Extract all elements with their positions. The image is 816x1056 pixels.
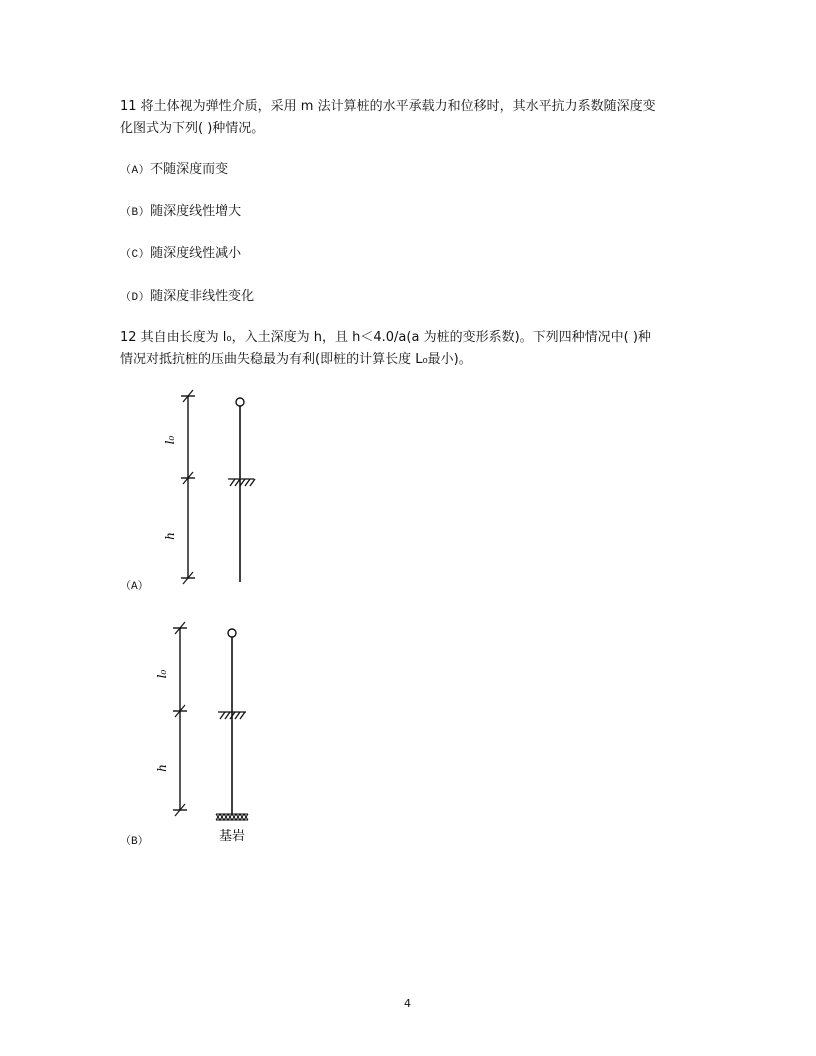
option-text: 随深度非线性变化 (150, 289, 255, 304)
q11-line-2: 化图式为下列( )种情况。 (120, 121, 265, 136)
dimension-label-l0: l₀ (163, 435, 177, 445)
figure-b-label: （B） (120, 836, 149, 848)
dimension-label-l0: l₀ (155, 669, 169, 679)
pile-head-hinge (236, 398, 244, 406)
bedrock-support-hatch (216, 814, 248, 820)
bedrock-label: 基岩 (218, 829, 246, 844)
q11-option-b (120, 201, 241, 224)
q12-line-2: 情况对抵抗桩的压曲失稳最为有利(即桩的计算长度 L₀最小)。 (120, 352, 472, 367)
ground-surface-hatch (228, 479, 255, 486)
q11-option-d (120, 286, 254, 309)
option-text: 随深度线性减小 (150, 246, 242, 261)
q11-line-1: 11 将土体视为弹性介质，采用 m 法计算桩的水平承载力和位移时，其水平抗力系数随深度变 (120, 99, 656, 114)
option-text: 不随深度而变 (150, 162, 229, 177)
q12-line-1: 12 其自由长度为 l₀，入土深度为 h，且 h＜4.0/a(a 为桩的变形系数)。下列四种情况中( )种 (120, 330, 651, 345)
dimension-label-h: h (155, 764, 169, 772)
option-label: （B） (120, 207, 151, 219)
q11-option-c (120, 243, 241, 266)
option-label: （D） (120, 292, 151, 304)
q11-option-a (120, 159, 228, 182)
figure-a-pile-diagram (150, 388, 270, 588)
dimension-label-h: h (163, 532, 177, 540)
page-number: 4 (404, 997, 411, 1010)
pile-head-hinge (228, 629, 236, 637)
option-label: （C） (120, 249, 151, 261)
figure-a-label: （A） (120, 581, 149, 593)
option-text: 随深度线性增大 (150, 204, 242, 219)
figure-b-pile-diagram (150, 620, 270, 850)
option-label: （A） (120, 165, 151, 177)
